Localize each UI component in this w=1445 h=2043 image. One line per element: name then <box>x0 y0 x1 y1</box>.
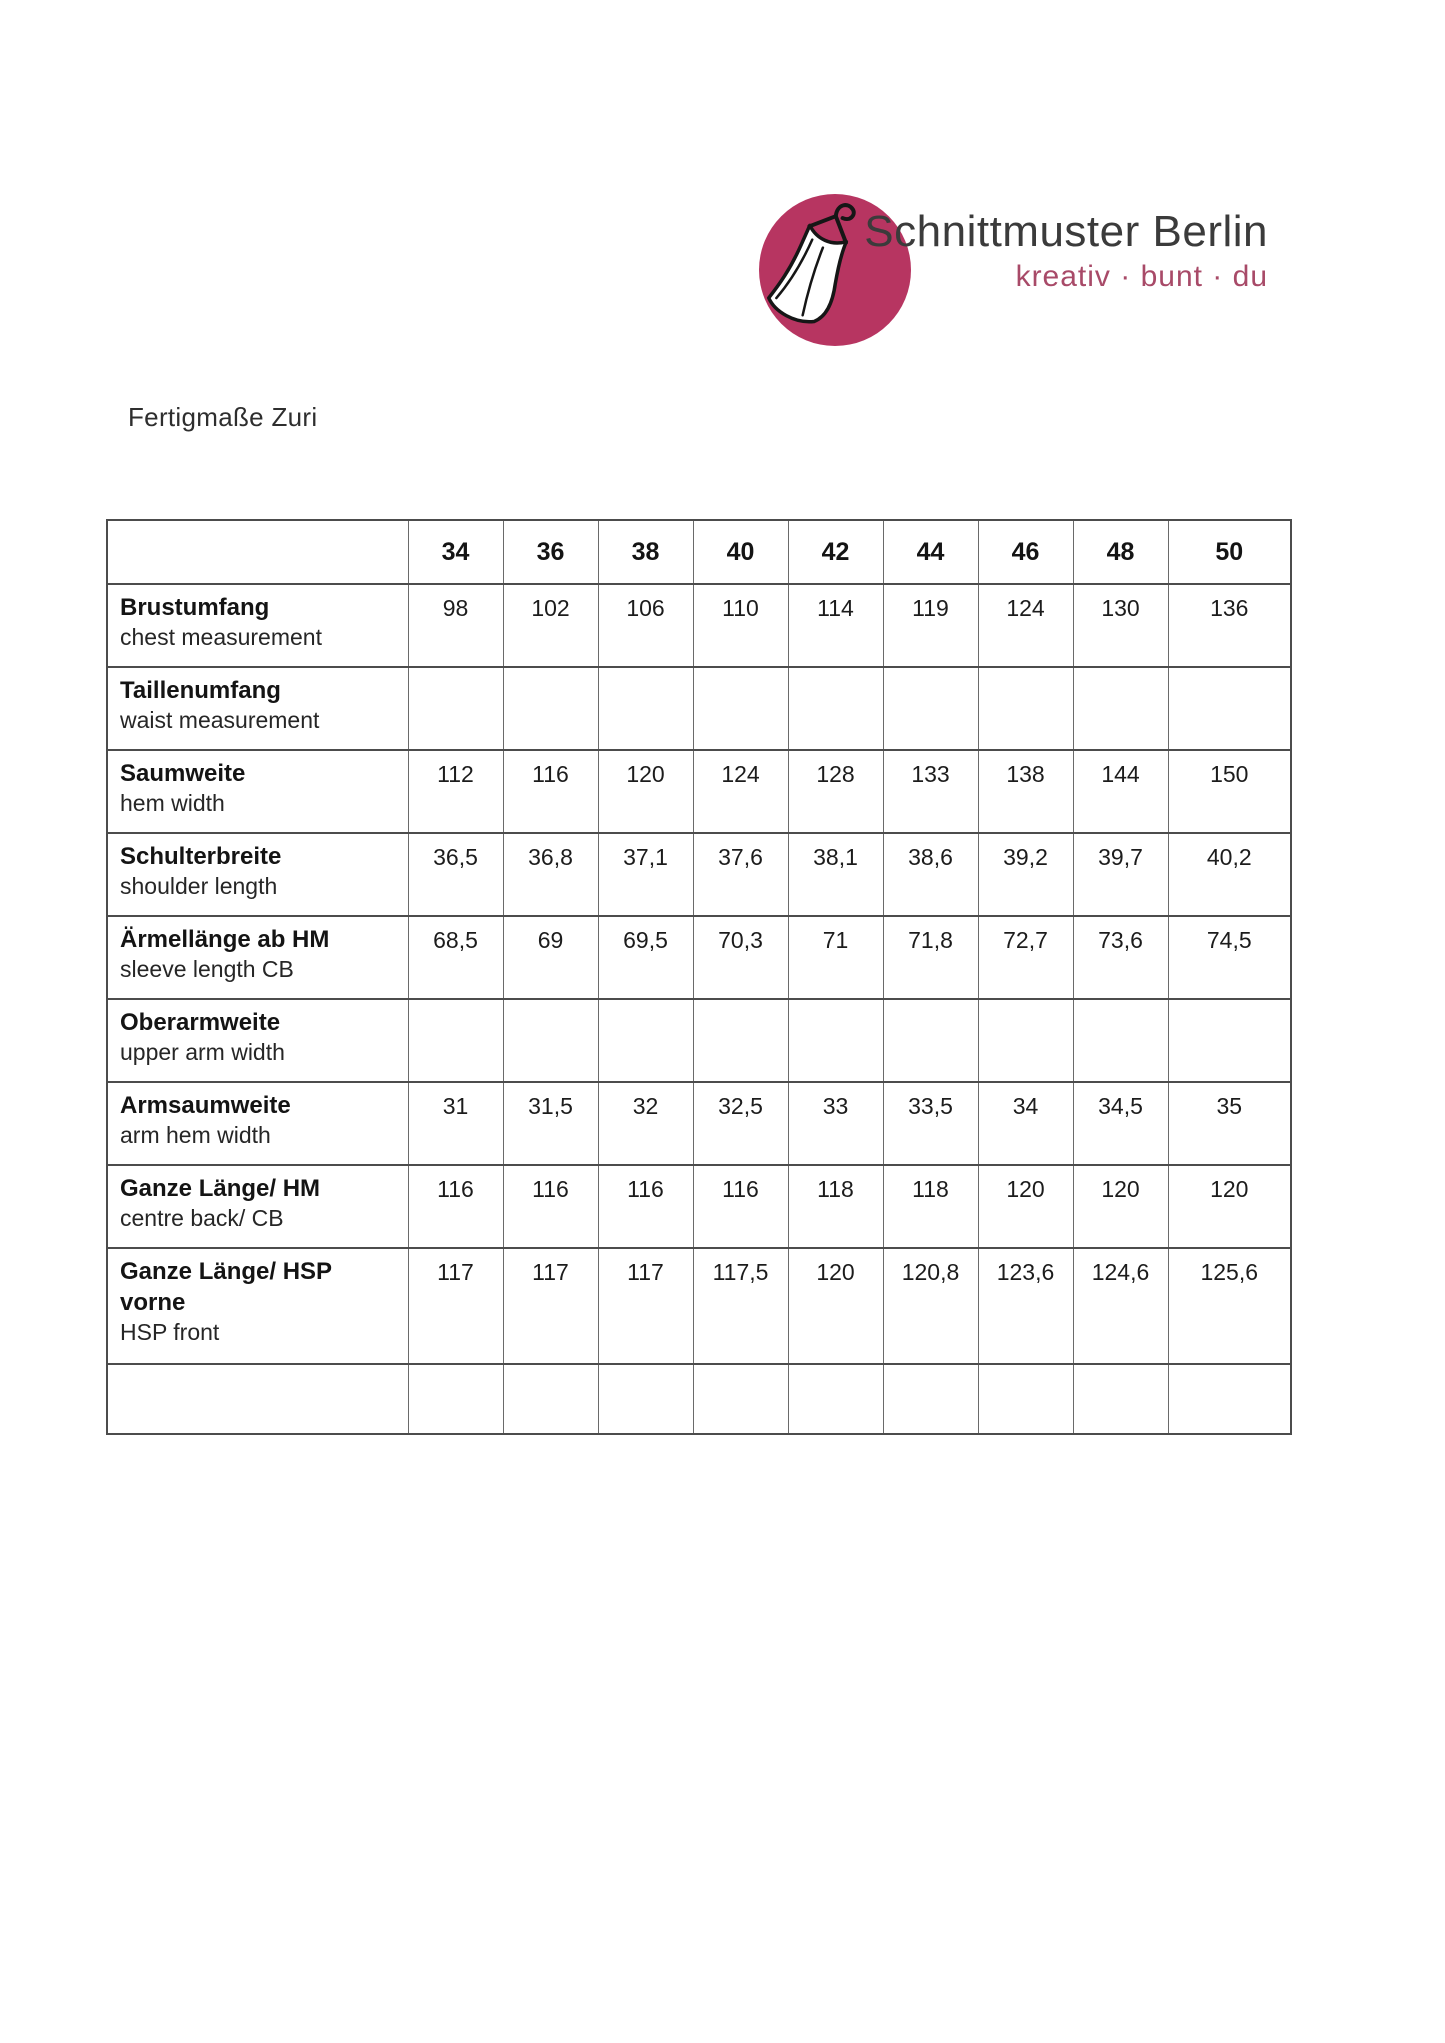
value-cell: 37,1 <box>598 833 693 916</box>
size-col-header: 38 <box>598 520 693 584</box>
measurement-label-cell <box>107 584 408 667</box>
size-col-header: 50 <box>1168 520 1291 584</box>
value-cell: 130 <box>1073 584 1168 667</box>
size-col-header: 42 <box>788 520 883 584</box>
value-cell: 124 <box>978 584 1073 667</box>
measurement-label-cell <box>107 750 408 833</box>
value-cell <box>598 667 693 750</box>
value-cell: 123,6 <box>978 1248 1073 1364</box>
value-cell <box>1073 999 1168 1082</box>
value-cell: 125,6 <box>1168 1248 1291 1364</box>
value-cell: 71 <box>788 916 883 999</box>
brand-block <box>864 207 1268 293</box>
value-cell: 120 <box>1168 1165 1291 1248</box>
brand-tagline: kreativ · bunt · du <box>1015 260 1268 293</box>
value-cell <box>1073 1364 1168 1434</box>
value-cell: 117 <box>598 1248 693 1364</box>
label-de: Saumweite <box>120 760 246 787</box>
value-cell <box>978 999 1073 1082</box>
value-cell: 33 <box>788 1082 883 1165</box>
label-en: arm hem width <box>120 1122 271 1149</box>
value-cell: 68,5 <box>408 916 503 999</box>
value-cell: 35 <box>1168 1082 1291 1165</box>
value-cell: 106 <box>598 584 693 667</box>
value-cell: 69,5 <box>598 916 693 999</box>
value-cell: 118 <box>788 1165 883 1248</box>
value-cell: 120 <box>788 1248 883 1364</box>
size-col-header: 36 <box>503 520 598 584</box>
value-cell: 36,5 <box>408 833 503 916</box>
value-cell: 33,5 <box>883 1082 978 1165</box>
value-cell: 117 <box>503 1248 598 1364</box>
value-cell <box>598 1364 693 1434</box>
value-cell: 72,7 <box>978 916 1073 999</box>
value-cell: 118 <box>883 1165 978 1248</box>
value-cell: 37,6 <box>693 833 788 916</box>
value-cell: 124,6 <box>1073 1248 1168 1364</box>
value-cell <box>693 1364 788 1434</box>
table-row <box>107 667 1291 750</box>
table-row <box>107 584 1291 667</box>
label-de: Taillenumfang <box>120 677 281 704</box>
value-cell <box>788 667 883 750</box>
value-cell: 36,8 <box>503 833 598 916</box>
corner-cell <box>107 520 408 584</box>
measurement-label-cell <box>107 1165 408 1248</box>
value-cell: 32,5 <box>693 1082 788 1165</box>
value-cell: 119 <box>883 584 978 667</box>
value-cell: 31,5 <box>503 1082 598 1165</box>
value-cell: 39,2 <box>978 833 1073 916</box>
value-cell: 136 <box>1168 584 1291 667</box>
table-row <box>107 999 1291 1082</box>
value-cell: 120 <box>598 750 693 833</box>
value-cell: 116 <box>408 1165 503 1248</box>
value-cell: 34 <box>978 1082 1073 1165</box>
measurement-label-cell <box>107 1248 408 1364</box>
label-de: Brustumfang <box>120 594 270 621</box>
value-cell: 112 <box>408 750 503 833</box>
measurement-label-cell <box>107 833 408 916</box>
value-cell: 117 <box>408 1248 503 1364</box>
value-cell: 40,2 <box>1168 833 1291 916</box>
value-cell: 144 <box>1073 750 1168 833</box>
label-en: chest measurement <box>120 624 322 651</box>
value-cell: 34,5 <box>1073 1082 1168 1165</box>
label-de: Schulterbreite <box>120 843 282 870</box>
value-cell: 116 <box>693 1165 788 1248</box>
value-cell <box>1168 999 1291 1082</box>
size-table <box>106 519 1292 1435</box>
value-cell <box>598 999 693 1082</box>
value-cell: 114 <box>788 584 883 667</box>
value-cell: 116 <box>503 750 598 833</box>
value-cell: 116 <box>503 1165 598 1248</box>
value-cell: 71,8 <box>883 916 978 999</box>
value-cell: 39,7 <box>1073 833 1168 916</box>
size-col-header: 34 <box>408 520 503 584</box>
label-de: Ganze Länge/ HM <box>120 1175 321 1202</box>
table-row <box>107 1248 1291 1364</box>
value-cell <box>503 999 598 1082</box>
value-cell: 120 <box>978 1165 1073 1248</box>
value-cell: 110 <box>693 584 788 667</box>
label-de: Oberarmweite <box>120 1009 281 1036</box>
value-cell: 102 <box>503 584 598 667</box>
value-cell <box>883 667 978 750</box>
table-body <box>107 584 1291 1434</box>
value-cell: 74,5 <box>1168 916 1291 999</box>
measurement-label-cell <box>107 1082 408 1165</box>
value-cell: 31 <box>408 1082 503 1165</box>
value-cell <box>883 1364 978 1434</box>
size-header-row <box>107 520 1291 584</box>
value-cell: 150 <box>1168 750 1291 833</box>
value-cell: 32 <box>598 1082 693 1165</box>
size-col-header: 40 <box>693 520 788 584</box>
label-de: Ganze Länge/ HSP vorne <box>120 1258 332 1317</box>
value-cell <box>408 667 503 750</box>
value-cell <box>503 1364 598 1434</box>
table-row <box>107 1364 1291 1434</box>
table-row <box>107 916 1291 999</box>
label-en: hem width <box>120 790 225 817</box>
measurement-label-cell <box>107 667 408 750</box>
size-col-header: 48 <box>1073 520 1168 584</box>
value-cell: 73,6 <box>1073 916 1168 999</box>
value-cell <box>693 667 788 750</box>
table-row <box>107 833 1291 916</box>
size-col-header: 44 <box>883 520 978 584</box>
size-col-header: 46 <box>978 520 1073 584</box>
value-cell: 120 <box>1073 1165 1168 1248</box>
brand-name: Schnittmuster Berlin <box>864 207 1268 256</box>
value-cell: 124 <box>693 750 788 833</box>
table-row <box>107 750 1291 833</box>
page-title: Fertigmaße Zuri <box>128 402 318 432</box>
label-en: centre back/ CB <box>120 1205 284 1232</box>
value-cell: 70,3 <box>693 916 788 999</box>
value-cell: 69 <box>503 916 598 999</box>
value-cell: 116 <box>598 1165 693 1248</box>
value-cell: 133 <box>883 750 978 833</box>
measurement-label-cell <box>107 916 408 999</box>
value-cell <box>503 667 598 750</box>
value-cell <box>408 1364 503 1434</box>
value-cell <box>693 999 788 1082</box>
label-en: upper arm width <box>120 1039 285 1066</box>
label-en: sleeve length CB <box>120 956 294 983</box>
label-en: waist measurement <box>120 707 320 734</box>
value-cell <box>1073 667 1168 750</box>
value-cell: 38,1 <box>788 833 883 916</box>
label-de: Ärmellänge ab HM <box>120 926 330 953</box>
value-cell: 120,8 <box>883 1248 978 1364</box>
label-en: shoulder length <box>120 873 278 900</box>
value-cell: 138 <box>978 750 1073 833</box>
value-cell: 98 <box>408 584 503 667</box>
label-en: HSP front <box>120 1319 220 1346</box>
table-row <box>107 1165 1291 1248</box>
measurement-label-cell <box>107 1364 408 1434</box>
value-cell <box>1168 1364 1291 1434</box>
value-cell: 117,5 <box>693 1248 788 1364</box>
table-row <box>107 1082 1291 1165</box>
value-cell <box>408 999 503 1082</box>
label-de: Armsaumweite <box>120 1092 291 1119</box>
value-cell <box>883 999 978 1082</box>
value-cell: 38,6 <box>883 833 978 916</box>
value-cell <box>978 667 1073 750</box>
value-cell <box>788 999 883 1082</box>
measurement-label-cell <box>107 999 408 1082</box>
value-cell <box>1168 667 1291 750</box>
value-cell <box>978 1364 1073 1434</box>
value-cell: 128 <box>788 750 883 833</box>
value-cell <box>788 1364 883 1434</box>
